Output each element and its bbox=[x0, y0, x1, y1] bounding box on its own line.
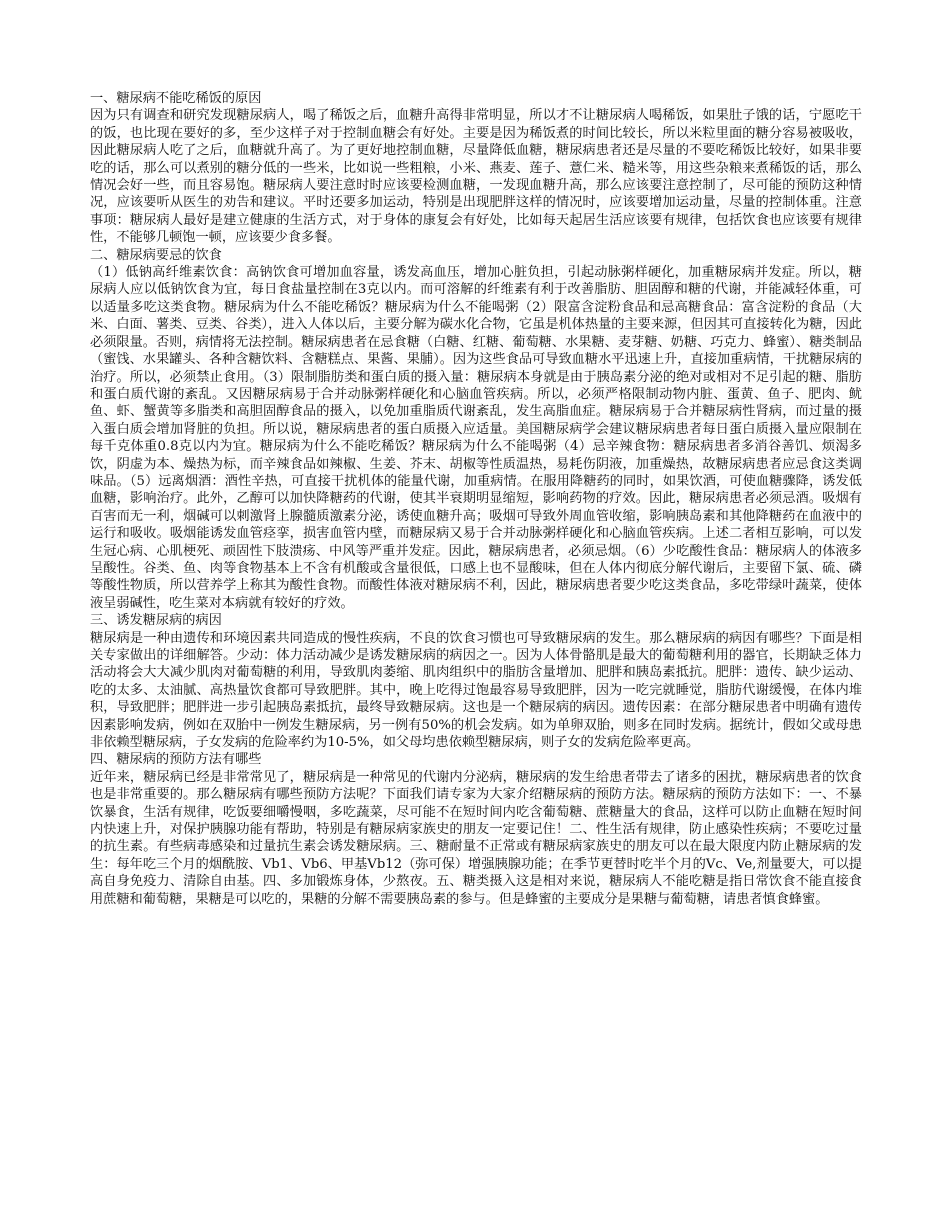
document-page bbox=[90, 90, 862, 908]
section-heading: 三、诱发糖尿病的病因 bbox=[90, 613, 222, 629]
section-body: 糖尿病是一种由遗传和环境因素共同造成的慢性疾病，不良的饮食习惯也可导致糖尿病的发生。那么糖尿病的病因有哪些？下面是相关专家做出的详细解答。少动：体力活动减少是诱发糖尿病的病因之一。因为人体骨骼肌是最大的葡萄糖利用的器官，长期缺乏体力活动将会大大减少肌肉对葡萄糖的利用，导致肌肉萎缩、肌肉组织中的脂肪含量增加、肥胖和胰岛素抵抗。肥胖：遗传、缺少运动、吃的太多、太油腻、高热量饮食都可导致肥胖。其中，晚上吃得过饱最容易导致肥胖，因为一吃完就睡觉，脂肪代谢缓慢，在体内堆积，导致肥胖；肥胖进一步引起胰岛素抵抗，最终导致糖尿病。这也是一个糖尿病的病因。遗传因素：在部分糖尿患者中明确有遗传因素影响发病，例如在双胎中一例发生糖尿病，另一例有50%的机会发病。如为单卵双胎，则多在同时发病。据统计，假如父或母患非依赖型糖尿病，子女发病的危险率约为10-5%，如父母均患依赖型糖尿病，则子女的发病危险率更高。 bbox=[90, 630, 862, 751]
section-body: 近年来，糖尿病已经是非常常见了，糖尿病是一种常见的代谢内分泌病，糖尿病的发生给患者带去了诸多的困扰，糖尿病患者的饮食也是非常重要的。那么糖尿病有哪些预防方法呢？下面我们请专家为大家介绍糖尿病的预防方法。糖尿病的预防方法如下：一、不暴饮暴食，生活有规律，吃饭要细嚼慢咽，多吃蔬菜，尽可能不在短时间内吃含葡萄糖、蔗糖量大的食品，这样可以防止血糖在短时间内快速上升，对保护胰腺功能有帮助，特别是有糖尿病家族史的朋友一定要记住！二、性生活有规律，防止感染性疾病；不要吃过量的抗生素。有些病毒感染和过量抗生素会诱发糖尿病。三、糖耐量不正常或有糖尿病家族史的朋友可以在最大限度内防止糖尿病的发生：每年吃三个月的烟酰胺、Vb1、Vb6、甲基Vb12（弥可保）增强胰腺功能；在季节更替时吃半个月的Vc、Ve,剂量要大，可以提高自身免疫力、清除自由基。四、多加锻炼身体，少熬夜。五、糖类摄入这是相对来说，糖尿病人不能吃糖是指日常饮食不能直接食用蔗糖和葡萄糖，果糖是可以吃的，果糖的分解不需要胰岛素的参与。但是蜂蜜的主要成分是果糖与葡萄糖，请患者慎食蜂蜜。 bbox=[90, 769, 862, 907]
section-2 bbox=[90, 247, 862, 613]
section-heading: 四、糖尿病的预防方法有哪些 bbox=[90, 752, 262, 768]
section-body: （1）低钠高纤维素饮食：高钠饮食可增加血容量，诱发高血压，增加心脏负担，引起动脉粥样硬化，加重糖尿病并发症。所以，糖尿病人应以低钠饮食为宜，每日食盐量控制在3克以内。而可溶解的纤维素有利于改善脂肪、胆固醇和糖的代谢，并能减轻体重，可以适量多吃这类食物。糖尿病为什么不能吃稀饭？糖尿病为什么不能喝粥（2）限富含淀粉食品和忌高糖食品：富含淀粉的食品（大米、白面、薯类、豆类、谷类），进入人体以后，主要分解为碳水化合物，它虽是机体热量的主要来源，但因其可直接转化为糖，因此必须限量。否则，病情将无法控制。糖尿病患者在忌食糖（白糖、红糖、葡萄糖、水果糖、麦芽糖、奶糖、巧克力、蜂蜜）、糖类制品（蜜饯、水果罐头、各种含糖饮料、含糖糕点、果酱、果脯）。因为这些食品可导致血糖水平迅速上升，直接加重病情，干扰糖尿病的治疗。所以，必须禁止食用。（3）限制脂肪类和蛋白质的摄入量：糖尿病本身就是由于胰岛素分泌的绝对或相对不足引起的糖、脂肪和蛋白质代谢的紊乱。又因糖尿病易于合并动脉粥样硬化和心脑血管疾病。所以，必须严格限制动物内脏、蛋黄、鱼子、肥肉、鱿鱼、虾、蟹黄等多脂类和高胆固醇食品的摄入，以免加重脂质代谢紊乱，发生高脂血症。糖尿病易于合并糖尿病性肾病，而过量的摄入蛋白质会增加肾脏的负担。所以说，糖尿病患者的蛋白质摄入应适量。美国糖尿病学会建议糖尿病患者每日蛋白质摄入量应限制在每千克体重0.8克以内为宜。糖尿病为什么不能吃稀饭？糖尿病为什么不能喝粥（4）忌辛辣食物：糖尿病患者多消谷善饥、烦渴多饮，阴虚为本、燥热为标，而辛辣食品如辣椒、生姜、芥末、胡椒等性质温热，易耗伤阴液，加重燥热，故糖尿病患者应忌食这类调味品。（5）远离烟酒：酒性辛热，可直接干扰机体的能量代谢，加重病情。在服用降糖药的同时，如果饮酒，可使血糖骤降，诱发低血糖，影响治疗。此外，乙醇可以加快降糖药的代谢，使其半衰期明显缩短，影响药物的疗效。因此，糖尿病患者必须忌酒。吸烟有百害而无一利，烟碱可以刺激肾上腺髓质激素分泌，诱使血糖升高；吸烟可导致外周血管收缩，影响胰岛素和其他降糖药在血液中的运行和吸收。吸烟能诱发血管痉挛，损害血管内壁，而糖尿病又易于合并动脉粥样硬化和心脑血管疾病。上述二者相互影响，可以发生冠心病、心肌梗死、顽固性下肢溃疡、中风等严重并发症。因此，糖尿病患者，必须忌烟。（6）少吃酸性食品：糖尿病人的体液多呈酸性。谷类、鱼、肉等食物基本上不含有机酸或含量很低，口感上也不显酸味，但在人体内彻底分解代谢后，主要留下氯、硫、磷等酸性物质，所以营养学上称其为酸性食物。而酸性体液对糖尿病不利，因此，糖尿病患者要少吃这类食品，多吃带绿叶蔬菜，使体液呈弱碱性，吃生菜对本病就有较好的疗效。 bbox=[90, 265, 862, 611]
section-heading: 一、糖尿病不能吃稀饭的原因 bbox=[90, 91, 262, 106]
section-body: 因为只有调查和研究发现糖尿病人，喝了稀饭之后，血糖升高得非常明显，所以才不让糖尿病人喝稀饭，如果肚子饿的话，宁愿吃干的饭，也比现在要好的多，至少这样子对于控制血糖会有好处。主要是因为稀饭煮的时间比较长，所以米粒里面的糖分容易被吸收，因此糖尿病人吃了之后，血糖就升高了。为了更好地控制血糖，尽量降低血糖，糖尿病患者还是尽量的不要吃稀饭比较好，如果非要吃的话，那么可以煮别的糖分低的一些米，比如说一些粗粮，小米、燕麦、莲子、薏仁米、糙米等，用这些杂粮来煮稀饭的话，那么情况会好一些，而且容易饱。糖尿病人要注意时时应该要检测血糖，一发现血糖升高，那么应该要注意控制了，尽可能的预防这种情况，应该要听从医生的劝告和建议。平时还要多加运动，特别是出现肥胖这样的情况时，应该要增加运动量，尽量的控制体重。注意事项：糖尿病人最好是建立健康的生活方式，对于身体的康复会有好处，比如每天起居生活应该要有规律，包括饮食也应该要有规律性，不能够几顿饱一顿，应该要少食多餐。 bbox=[90, 108, 862, 246]
section-4 bbox=[90, 751, 862, 908]
section-heading: 二、糖尿病要忌的饮食 bbox=[90, 247, 222, 263]
section-3 bbox=[90, 612, 862, 751]
section-1 bbox=[90, 90, 862, 247]
